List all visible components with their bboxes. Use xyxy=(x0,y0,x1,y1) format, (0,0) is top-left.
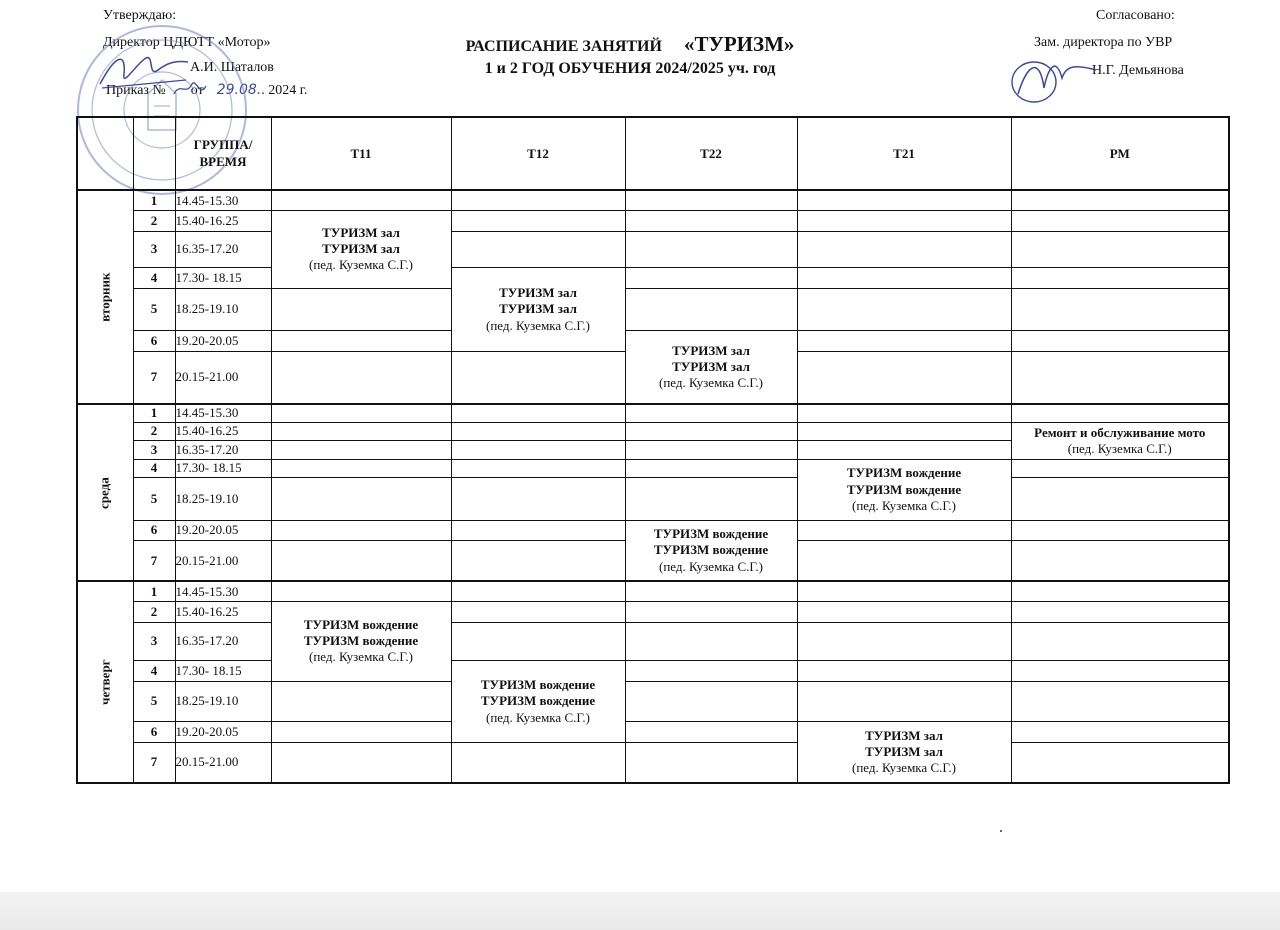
period-number: 6 xyxy=(133,331,175,351)
lesson-thu-t11 xyxy=(271,602,451,681)
lesson-title: Ремонт и обслуживание мото xyxy=(1034,424,1206,440)
empty-cell xyxy=(797,622,1011,661)
empty-cell xyxy=(451,622,625,661)
empty-cell xyxy=(451,190,625,210)
lesson-tue-t12 xyxy=(451,268,625,351)
period-number: 1 xyxy=(133,404,175,422)
empty-cell xyxy=(451,602,625,622)
empty-cell xyxy=(451,581,625,601)
table-row xyxy=(77,622,1229,661)
empty-cell xyxy=(797,288,1011,331)
period-time: 19.20-20.05 xyxy=(175,520,271,540)
empty-cell xyxy=(625,231,797,268)
deputy-signature-icon xyxy=(1004,48,1104,108)
lesson-title: ТУРИЗМ зал xyxy=(499,285,577,301)
deputy-position: Зам. директора по УВР xyxy=(1034,35,1173,50)
empty-cell xyxy=(625,622,797,661)
empty-cell xyxy=(1011,581,1229,601)
period-number: 2 xyxy=(133,602,175,622)
table-row xyxy=(77,602,1229,622)
group-header-t12: Т12 xyxy=(451,117,625,190)
empty-cell xyxy=(1011,211,1229,231)
group-time-header: ГРУППА/ ВРЕМЯ xyxy=(175,117,271,190)
period-time: 18.25-19.10 xyxy=(175,477,271,520)
empty-cell xyxy=(451,351,625,404)
lesson-wed-t21 xyxy=(797,459,1011,520)
table-row xyxy=(77,231,1229,268)
period-number: 7 xyxy=(133,742,175,783)
table-row xyxy=(77,681,1229,722)
empty-cell xyxy=(1011,681,1229,722)
director-name: А.И. Шаталов xyxy=(190,60,274,75)
table-row xyxy=(77,661,1229,681)
period-number: 3 xyxy=(133,441,175,459)
table-row xyxy=(77,268,1229,288)
empty-cell xyxy=(797,661,1011,681)
empty-cell xyxy=(451,404,625,422)
empty-cell xyxy=(1011,288,1229,331)
lesson-title: ТУРИЗМ вождение xyxy=(303,633,419,649)
empty-cell xyxy=(1011,459,1229,477)
empty-cell xyxy=(625,681,797,722)
table-row xyxy=(77,722,1229,742)
period-number: 1 xyxy=(133,581,175,601)
period-number: 7 xyxy=(133,541,175,582)
lesson-title: ТУРИЗМ зал xyxy=(865,727,943,743)
schedule-table xyxy=(76,116,1230,784)
table-row xyxy=(77,190,1229,210)
empty-cell xyxy=(625,459,797,477)
lesson-title: ТУРИЗМ зал xyxy=(865,744,943,759)
empty-cell xyxy=(271,681,451,722)
lesson-teacher: (пед. Куземка С.Г.) xyxy=(485,317,590,333)
empty-cell xyxy=(451,231,625,268)
empty-cell xyxy=(797,351,1011,404)
lesson-wed-rm xyxy=(1011,422,1229,459)
empty-cell xyxy=(797,422,1011,440)
empty-cell xyxy=(625,581,797,601)
director-position: Директор ЦДЮТТ «Мотор» xyxy=(103,35,271,50)
empty-cell xyxy=(1011,351,1229,404)
empty-cell xyxy=(1011,268,1229,288)
empty-cell xyxy=(451,742,625,783)
lesson-title: ТУРИЗМ вождение xyxy=(303,616,419,632)
empty-cell xyxy=(625,268,797,288)
period-number: 3 xyxy=(133,231,175,268)
order-prefix: Приказ № xyxy=(106,83,166,98)
empty-cell xyxy=(625,661,797,681)
scan-speck xyxy=(1000,830,1002,832)
empty-cell xyxy=(271,404,451,422)
header-blank-cell xyxy=(77,117,133,190)
period-time: 16.35-17.20 xyxy=(175,441,271,459)
empty-cell xyxy=(271,581,451,601)
empty-cell xyxy=(797,541,1011,582)
header-blank-cell xyxy=(133,117,175,190)
period-number: 2 xyxy=(133,211,175,231)
lesson-title: ТУРИЗМ зал xyxy=(672,359,750,375)
lesson-title: ТУРИЗМ вождение xyxy=(480,677,596,693)
empty-cell xyxy=(271,477,451,520)
period-time: 14.45-15.30 xyxy=(175,581,271,601)
empty-cell xyxy=(797,268,1011,288)
order-line xyxy=(106,82,307,99)
lesson-title: ТУРИЗМ вождение xyxy=(846,481,962,497)
group-header-rm: РМ xyxy=(1011,117,1229,190)
empty-cell xyxy=(271,422,451,440)
empty-cell xyxy=(797,602,1011,622)
empty-cell xyxy=(625,441,797,459)
empty-cell xyxy=(1011,722,1229,742)
table-row xyxy=(77,520,1229,540)
lesson-teacher: (пед. Куземка С.Г.) xyxy=(658,375,763,391)
period-number: 7 xyxy=(133,351,175,404)
empty-cell xyxy=(797,190,1011,210)
empty-cell xyxy=(271,459,451,477)
empty-cell xyxy=(271,441,451,459)
empty-cell xyxy=(451,520,625,540)
empty-cell xyxy=(271,722,451,742)
lesson-teacher: (пед. Куземка С.Г.) xyxy=(485,709,590,725)
deputy-name: Н.Г. Демьянова xyxy=(1092,63,1184,78)
table-row xyxy=(77,422,1229,440)
empty-cell xyxy=(625,288,797,331)
lesson-title: ТУРИЗМ зал xyxy=(672,342,750,358)
page-subtitle: 1 и 2 ГОД ОБУЧЕНИЯ 2024/2025 уч. год xyxy=(484,60,776,77)
lesson-teacher: (пед. Куземка С.Г.) xyxy=(851,760,956,776)
empty-cell xyxy=(1011,190,1229,210)
period-time: 14.45-15.30 xyxy=(175,404,271,422)
period-time: 20.15-21.00 xyxy=(175,541,271,582)
empty-cell xyxy=(451,441,625,459)
empty-cell xyxy=(451,211,625,231)
empty-cell xyxy=(1011,331,1229,351)
lesson-teacher: (пед. Куземка С.Г.) xyxy=(308,649,413,665)
order-year: . 2024 г. xyxy=(261,83,308,98)
empty-cell xyxy=(271,351,451,404)
period-time: 15.40-16.25 xyxy=(175,211,271,231)
lesson-title: ТУРИЗМ вождение xyxy=(653,526,769,542)
lesson-title: ТУРИЗМ зал xyxy=(322,241,400,257)
empty-cell xyxy=(797,681,1011,722)
lesson-teacher: (пед. Куземка С.Г.) xyxy=(658,558,763,574)
page-title xyxy=(420,32,840,57)
period-number: 5 xyxy=(133,477,175,520)
period-time: 16.35-17.20 xyxy=(175,622,271,661)
period-number: 5 xyxy=(133,288,175,331)
period-time: 20.15-21.00 xyxy=(175,351,271,404)
empty-cell xyxy=(797,581,1011,601)
empty-cell xyxy=(625,722,797,742)
period-time: 19.20-20.05 xyxy=(175,722,271,742)
day-tuesday: вторник xyxy=(77,190,133,404)
empty-cell xyxy=(271,520,451,540)
table-header-row xyxy=(77,117,1229,190)
period-number: 3 xyxy=(133,622,175,661)
lesson-title: ТУРИЗМ зал xyxy=(322,224,400,240)
empty-cell xyxy=(797,520,1011,540)
empty-cell xyxy=(797,331,1011,351)
order-from: от xyxy=(190,83,204,98)
empty-cell xyxy=(451,422,625,440)
title-main: РАСПИСАНИЕ ЗАНЯТИЙ xyxy=(465,38,662,55)
period-number: 5 xyxy=(133,681,175,722)
approve-label: Утверждаю: xyxy=(103,8,177,23)
empty-cell xyxy=(271,742,451,783)
scan-edge xyxy=(0,892,1280,930)
empty-cell xyxy=(1011,742,1229,783)
day-wednesday: среда xyxy=(77,404,133,581)
empty-cell xyxy=(625,742,797,783)
period-number: 1 xyxy=(133,190,175,210)
empty-cell xyxy=(271,190,451,210)
period-time: 19.20-20.05 xyxy=(175,331,271,351)
lesson-title: ТУРИЗМ зал xyxy=(499,301,577,317)
period-time: 18.25-19.10 xyxy=(175,288,271,331)
period-time: 16.35-17.20 xyxy=(175,231,271,268)
empty-cell xyxy=(1011,661,1229,681)
group-header-t11: Т11 xyxy=(271,117,451,190)
group-header-t21: Т21 xyxy=(797,117,1011,190)
table-row xyxy=(77,459,1229,477)
period-number: 6 xyxy=(133,520,175,540)
lesson-title: ТУРИЗМ вождение xyxy=(653,542,769,558)
period-time: 18.25-19.10 xyxy=(175,681,271,722)
empty-cell xyxy=(1011,602,1229,622)
group-header-t22: Т22 xyxy=(625,117,797,190)
table-row xyxy=(77,742,1229,783)
period-number: 6 xyxy=(133,722,175,742)
table-row xyxy=(77,288,1229,331)
lesson-teacher: (пед. Куземка С.Г.) xyxy=(851,497,956,513)
empty-cell xyxy=(1011,622,1229,661)
period-time: 14.45-15.30 xyxy=(175,190,271,210)
empty-cell xyxy=(271,288,451,331)
period-time: 17.30- 18.15 xyxy=(175,268,271,288)
empty-cell xyxy=(451,541,625,582)
empty-cell xyxy=(625,211,797,231)
empty-cell xyxy=(797,211,1011,231)
lesson-thu-t12 xyxy=(451,661,625,742)
empty-cell xyxy=(1011,477,1229,520)
lesson-tue-t11 xyxy=(271,211,451,288)
empty-cell xyxy=(797,441,1011,459)
table-row xyxy=(77,477,1229,520)
period-time: 15.40-16.25 xyxy=(175,602,271,622)
lesson-title: ТУРИЗМ вождение xyxy=(480,693,596,709)
empty-cell xyxy=(1011,231,1229,268)
lesson-wed-t22 xyxy=(625,520,797,581)
empty-cell xyxy=(1011,404,1229,422)
table-row xyxy=(77,211,1229,231)
lesson-title: ТУРИЗМ вождение xyxy=(846,465,962,481)
title-quote: «ТУРИЗМ» xyxy=(683,32,795,56)
period-number: 4 xyxy=(133,268,175,288)
lesson-tue-t22 xyxy=(625,331,797,404)
empty-cell xyxy=(625,404,797,422)
day-thursday: четверг xyxy=(77,581,133,783)
agreed-label: Согласовано: xyxy=(1096,8,1175,23)
empty-cell xyxy=(797,404,1011,422)
lesson-teacher: (пед. Куземка С.Г.) xyxy=(308,257,413,273)
lesson-thu-t21 xyxy=(797,722,1011,783)
period-time: 17.30- 18.15 xyxy=(175,459,271,477)
empty-cell xyxy=(1011,541,1229,582)
period-number: 2 xyxy=(133,422,175,440)
lesson-teacher: (пед. Куземка С.Г.) xyxy=(1067,440,1172,456)
table-row xyxy=(77,404,1229,422)
empty-cell xyxy=(625,190,797,210)
empty-cell xyxy=(1011,520,1229,540)
empty-cell xyxy=(451,459,625,477)
empty-cell xyxy=(625,422,797,440)
empty-cell xyxy=(271,331,451,351)
period-number: 4 xyxy=(133,459,175,477)
period-time: 17.30- 18.15 xyxy=(175,661,271,681)
table-row xyxy=(77,581,1229,601)
period-number: 4 xyxy=(133,661,175,681)
table-row xyxy=(77,331,1229,351)
empty-cell xyxy=(271,541,451,582)
order-date-handwritten: 29.08. xyxy=(216,82,262,98)
empty-cell xyxy=(797,231,1011,268)
empty-cell xyxy=(625,477,797,520)
empty-cell xyxy=(451,477,625,520)
period-time: 20.15-21.00 xyxy=(175,742,271,783)
empty-cell xyxy=(625,602,797,622)
period-time: 15.40-16.25 xyxy=(175,422,271,440)
